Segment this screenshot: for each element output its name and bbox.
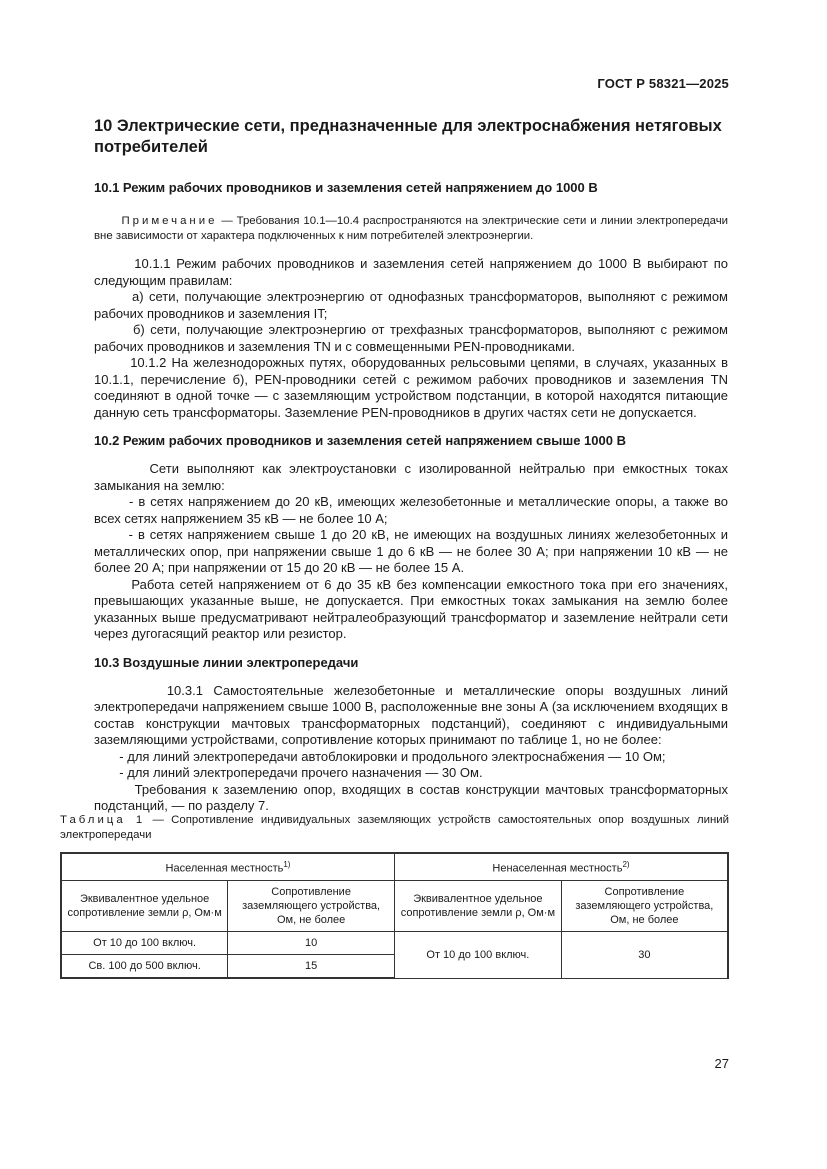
note-label: Примечание xyxy=(121,215,218,227)
table-caption-text: — Сопротивление индивидуальных заземляющих устройств самостоятельных опор воздушных линий электропередачи xyxy=(60,814,729,841)
table-header-col4: Сопротивление заземляющего устройства, Ом, не более xyxy=(561,881,728,932)
document-code: ГОСТ Р 58321—2025 xyxy=(597,76,729,91)
table-row xyxy=(61,932,728,955)
resistance-table xyxy=(60,852,729,979)
section-title: 10 Электрические сети, предназначенные для электроснабжения нетяговых потребителей xyxy=(94,117,722,156)
paragraph-10-2-work: Работа сетей напряжением от 6 до 35 кВ без компенсации емкостного тока при его значениях, превышающих указанные выше, не допускается. При емкостных токах замыкания на землю более указанных выше предусматривают нейтралеобразующий трансформатор и заземление нейтрали сети через дугогасящий реактор или резистор. xyxy=(94,576,728,641)
paragraph-10-1-1-b: б) сети, получающие электроэнергию от трехфазных трансформаторов, выполняют с режимом рабочих проводников и заземления TN и с совмещенными PEN-проводниками. xyxy=(94,322,728,354)
paragraph-10-1-1-a: а) сети, получающие электроэнергию от однофазных трансформаторов, выполняют с режимом рабочих проводников и заземления IT; xyxy=(94,289,728,321)
table-header-col2: Сопротивление заземляющего устройства, Ом, не более xyxy=(228,881,395,932)
paragraph-10-1-2: 10.1.2 На железнодорожных путях, оборудованных рельсовыми цепями, в случаях, указанных в 10.1.1, перечисление б), PEN-проводники сетей с режимом рабочих проводников и заземления TN соединяют в одной точке — с заземляющим устройством подстанции, в которой находятся питающие данную сеть трансформаторы. Заземление PEN-проводников в других частях сети не допускается. xyxy=(94,355,728,420)
table-cell: Св. 100 до 500 включ. xyxy=(61,955,228,979)
table-group-unpopulated: Ненаселенная местность$^{2)}$ xyxy=(395,853,729,881)
table-caption-label: Таблица 1 xyxy=(60,814,146,826)
table-caption xyxy=(60,813,729,843)
table-cell: 30 xyxy=(561,932,728,979)
subsection-10-3-title: 10.3 Воздушные линии электропередачи xyxy=(94,654,359,670)
page-number: 27 xyxy=(714,1056,729,1071)
paragraph-10-2-item-2: - в сетях напряжением свыше 1 до 20 кВ, не имеющих на воздушных линиях железобетонных и металлических опор, при напряжении свыше 1 до 6 кВ — не более 30 А; при напряжении 10 кВ — не более 20 А; при напряжении от 15 до 20 кВ — не более 15 А. xyxy=(94,527,728,575)
table-cell: От 10 до 100 включ. xyxy=(61,932,228,955)
table-header-col3: Эквивалентное удельное сопротивление земли ρ, Ом·м xyxy=(395,881,562,932)
paragraph-10-2-intro: Сети выполняют как электроустановки с изолированной нейтралью при емкостных токах замыкания на землю: xyxy=(94,461,728,493)
paragraph-10-3-1: 10.3.1 Самостоятельные железобетонные и металлические опоры воздушных линий электропередачи напряжением свыше 1000 В, расположенные вне зоны А (за исключением входящих в состав конструкции мачтовых трансформаторных подстанций), соединяют с индивидуальными заземляющими устройствами, сопротивление которых принимают по таблице 1, но не более: xyxy=(94,682,728,747)
paragraph-10-3-1-item-1: - для линий электропередачи автоблокировки и продольного электроснабжения — 10 Ом; xyxy=(119,748,666,764)
page-content xyxy=(94,116,728,815)
note-text: — Требования 10.1—10.4 распространяются на электрические сети и линии электропередачи вне зависимости от характера подключенных к ним потребителей электроэнергии. xyxy=(94,215,728,242)
note xyxy=(94,214,728,244)
table-group-populated: Населенная местность$^{1)}$ xyxy=(61,853,395,881)
subsection-10-2-title: 10.2 Режим рабочих проводников и заземления сетей напряжением свыше 1000 В xyxy=(94,433,626,448)
table-cell: От 10 до 100 включ. xyxy=(395,932,562,979)
paragraph-10-3-1-item-2: - для линий электропередачи прочего назначения — 30 Ом. xyxy=(119,765,483,780)
table-cell: 15 xyxy=(228,955,395,979)
paragraph-10-1-1: 10.1.1 Режим рабочих проводников и заземления сетей напряжением до 1000 В выбирают по следующим правилам: xyxy=(94,256,728,288)
table-cell: 10 xyxy=(228,932,395,955)
paragraph-10-3-1-ref: Требования к заземлению опор, входящих в состав конструкции мачтовых трансформаторных подстанций, — по разделу 7. xyxy=(94,781,728,813)
paragraph-10-2-item-1: - в сетях напряжением до 20 кВ, имеющих железобетонные и металлические опоры, а также во всех сетях напряжением 35 кВ — не более 10 А; xyxy=(94,494,728,526)
table-header-col1: Эквивалентное удельное сопротивление земли ρ, Ом·м xyxy=(61,881,228,932)
subsection-10-1-title: 10.1 Режим рабочих проводников и заземления сетей напряжением до 1000 В xyxy=(94,180,598,195)
